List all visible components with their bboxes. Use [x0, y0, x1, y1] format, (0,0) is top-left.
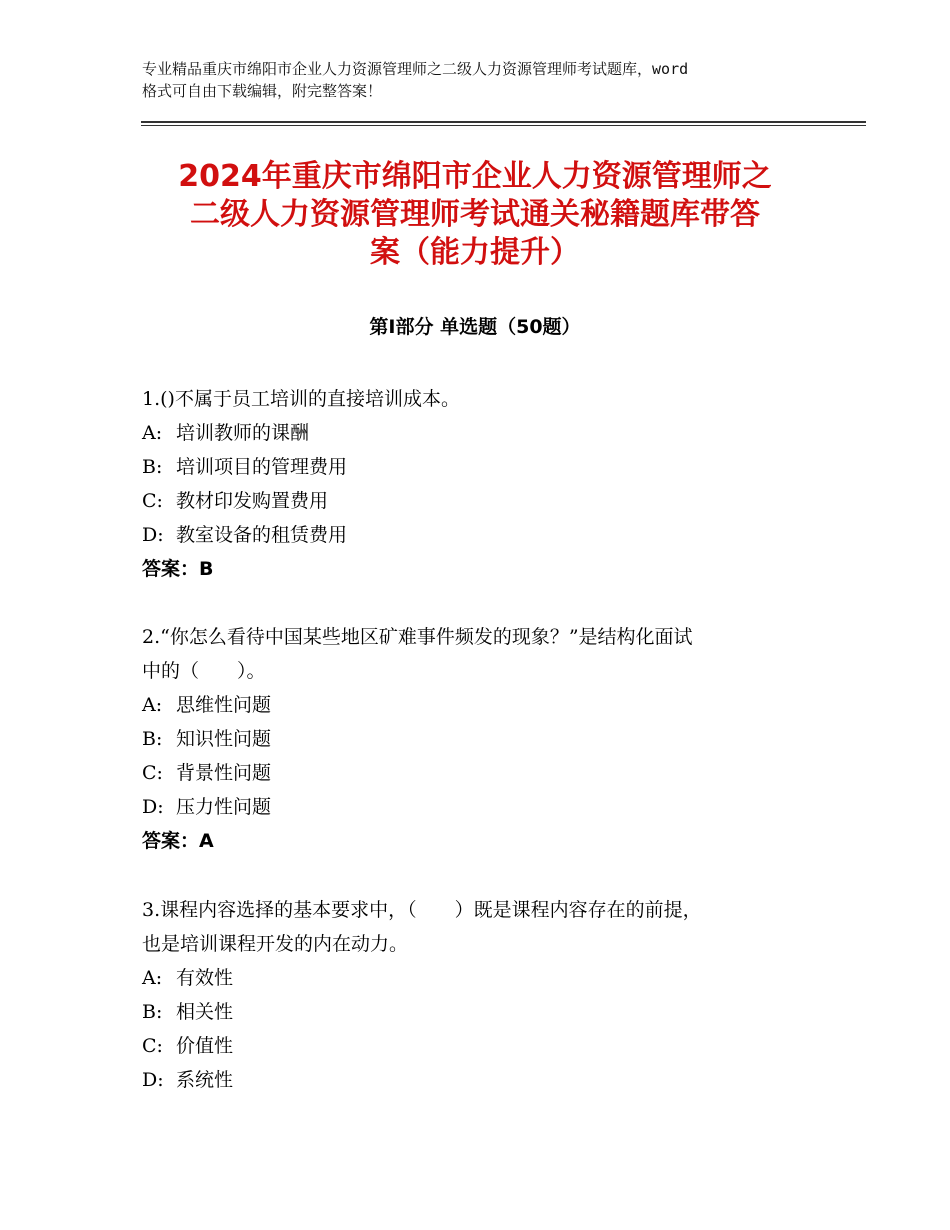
- option-text: 压力性问题: [176, 796, 272, 818]
- option-text: 价值性: [176, 1035, 234, 1057]
- option-letter: D:: [142, 796, 164, 818]
- document-title-line-3: 案（能力提升）: [370, 235, 580, 270]
- question-3-option-d: [142, 1063, 812, 1097]
- section-title: 第Ⅰ部分 单选题（50题）: [369, 316, 581, 338]
- option-letter: A:: [142, 422, 163, 444]
- question-3-stem-line-1: 3.课程内容选择的基本要求中，（ ）既是课程内容存在的前提，: [142, 899, 702, 921]
- header-divider: [141, 121, 866, 123]
- document-title: [110, 158, 840, 272]
- option-text: 培训教师的课酬: [176, 422, 310, 444]
- question-2-stem-line-1: 2.“你怎么看待中国某些地区矿难事件频发的现象？”是结构化面试: [142, 626, 693, 648]
- option-letter: A:: [142, 967, 163, 989]
- header-note-line-1: 专业精品重庆市绵阳市企业人力资源管理师之二级人力资源管理师考试题库，word: [142, 60, 689, 78]
- option-letter: B:: [142, 728, 163, 750]
- option-letter: B:: [142, 456, 163, 478]
- option-letter: C:: [142, 762, 163, 784]
- header-note-line-2: 格式可自由下载编辑，附完整答案！: [142, 82, 383, 100]
- option-letter: D:: [142, 524, 164, 546]
- option-letter: A:: [142, 694, 163, 716]
- option-text: 培训项目的管理费用: [176, 456, 348, 478]
- header-note: [142, 58, 822, 102]
- question-2-answer: 答案：A: [142, 830, 214, 852]
- option-text: 相关性: [176, 1001, 234, 1023]
- question-1-option-c: [142, 484, 812, 518]
- question-1: [142, 382, 812, 586]
- document-title-line-1: 2024年重庆市绵阳市企业人力资源管理师之: [178, 159, 772, 194]
- option-text: 知识性问题: [176, 728, 272, 750]
- question-1-answer: 答案：B: [142, 558, 214, 580]
- question-2-option-b: [142, 722, 812, 756]
- question-3: [142, 893, 812, 1097]
- option-text: 教室设备的租赁费用: [176, 524, 348, 546]
- question-2-option-d: [142, 790, 812, 824]
- question-3-option-c: [142, 1029, 812, 1063]
- option-letter: C:: [142, 1035, 163, 1057]
- document-title-line-2: 二级人力资源管理师考试通关秘籍题库带答: [190, 197, 760, 232]
- option-text: 有效性: [176, 967, 234, 989]
- question-2-option-c: [142, 756, 812, 790]
- question-1-option-d: [142, 518, 812, 552]
- question-3-option-a: [142, 961, 812, 995]
- option-letter: D:: [142, 1069, 164, 1091]
- option-letter: C:: [142, 490, 163, 512]
- option-text: 教材印发购置费用: [176, 490, 329, 512]
- question-3-stem-line-2: 也是培训课程开发的内在动力。: [142, 933, 409, 955]
- question-1-option-a: [142, 416, 812, 450]
- question-2-option-a: [142, 688, 812, 722]
- question-3-option-b: [142, 995, 812, 1029]
- question-1-stem: 1.()不属于员工培训的直接培训成本。: [142, 388, 460, 410]
- question-2-stem-line-2: 中的（ ）。: [142, 660, 266, 682]
- option-text: 思维性问题: [176, 694, 272, 716]
- option-letter: B:: [142, 1001, 163, 1023]
- header-divider-thin: [141, 125, 866, 126]
- option-text: 背景性问题: [176, 762, 272, 784]
- question-1-option-b: [142, 450, 812, 484]
- option-text: 系统性: [176, 1069, 234, 1091]
- question-2: [142, 620, 812, 858]
